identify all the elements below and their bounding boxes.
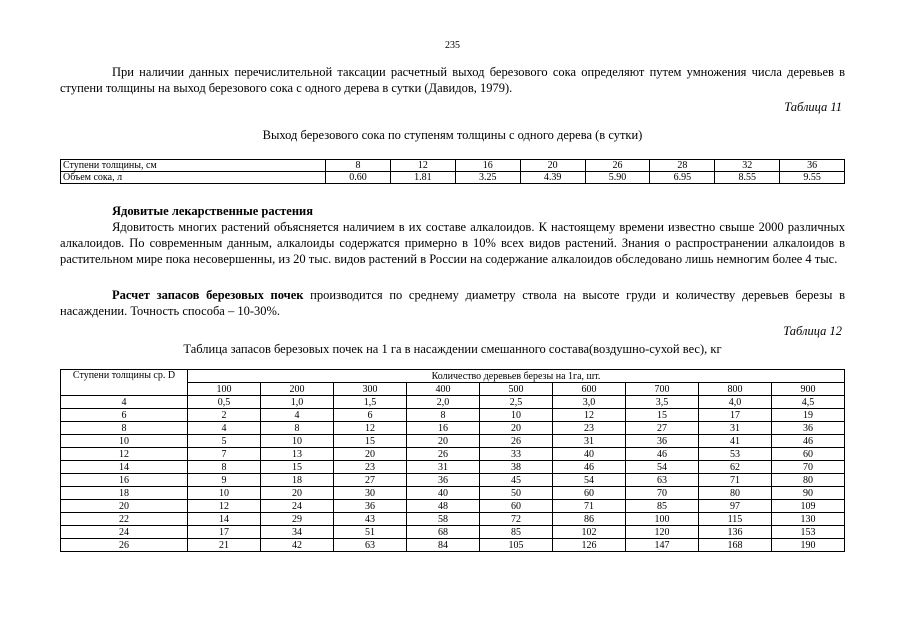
table12-cell: 17 [699,409,772,422]
table12-cell: 63 [626,474,699,487]
table12-row [61,487,845,500]
table12-cell: 26 [480,435,553,448]
section-heading-text: Ядовитые лекарственные растения [112,204,314,218]
table12-cell: 12 [334,422,407,435]
table11-cell: 36 [780,160,845,172]
table12-cell: 63 [334,539,407,552]
page-number: 235 [445,40,460,51]
table11-row-label: Объем сока, л [61,172,326,184]
table12-cell: 45 [480,474,553,487]
table11 [60,159,845,184]
table12-cell: 9 [188,474,261,487]
table12-cell: 72 [480,513,553,526]
table12-diameter: 26 [61,539,188,552]
table12-cell: 3,5 [626,396,699,409]
table12-count-header: 200 [261,383,334,396]
alkaloids-paragraph: Ядовитость многих растений объясняется наличием в их составе алкалоидов. К настоящему времени известно свыше 2000 различных алкалоидов. По современным данным, алкалоиды содержатся примерно в 10% всех видов растений. Знания о распространении алкалоидов в растительном мире пока несовершенны, из 20 тыс. видов растений в России на содержание алкалоидов обследовано лишь немногим более 4 тыс. [60,220,845,266]
table12-diameter: 4 [61,396,188,409]
table11-cell: 12 [390,160,455,172]
calc-paragraph [60,287,845,319]
table12-count-header: 300 [334,383,407,396]
table12-cell: 168 [699,539,772,552]
table11-cell: 26 [585,160,650,172]
table12-cell: 115 [699,513,772,526]
table11-row-label: Ступени толщины, см [61,160,326,172]
table12-row [61,500,845,513]
table12-cell: 85 [626,500,699,513]
table12-cell: 68 [407,526,480,539]
table11-caption: Таблица 11 [784,100,842,114]
table11-cell: 28 [650,160,715,172]
table12-cell: 36 [626,435,699,448]
table12-cell: 80 [772,474,845,487]
table12-cell: 60 [553,487,626,500]
table12-cell: 120 [626,526,699,539]
table12-diameter: 6 [61,409,188,422]
table12-diameter: 20 [61,500,188,513]
table12-cell: 50 [480,487,553,500]
table12-cell: 4 [188,422,261,435]
table12-cell: 4,0 [699,396,772,409]
table12-cell: 58 [407,513,480,526]
table12-cell: 0,5 [188,396,261,409]
table11-cell: 1.81 [390,172,455,184]
table12-row [61,409,845,422]
table12-cell: 84 [407,539,480,552]
table12-row [61,513,845,526]
table12-cell: 41 [699,435,772,448]
table12-cell: 46 [553,461,626,474]
table12-header-row [61,370,845,383]
table12-cell: 18 [261,474,334,487]
table11-cell: 16 [455,160,520,172]
table11-title: Выход березового сока по ступеням толщины с одного дерева (в сутки) [262,128,643,142]
table12-cell: 4 [261,409,334,422]
table12-diameter: 14 [61,461,188,474]
table12-cell: 20 [407,435,480,448]
table12-cell: 12 [188,500,261,513]
table12-cell: 20 [480,422,553,435]
calc-paragraph-rest: производится по среднему диаметру ствола на высоте груди и количеству деревьев березы в насаждении. Точность способа – 10-30%. [60,288,845,318]
table12-cell: 71 [553,500,626,513]
table12-cell: 43 [334,513,407,526]
table12-cell: 10 [261,435,334,448]
table12-cell: 62 [699,461,772,474]
table12-cell: 100 [626,513,699,526]
table12-caption: Таблица 12 [783,324,842,338]
table12-cell: 136 [699,526,772,539]
table11-cell: 3.25 [455,172,520,184]
table12-count-header: 100 [188,383,261,396]
table12-cell: 1,0 [261,396,334,409]
table12-row [61,461,845,474]
table12-cell: 40 [407,487,480,500]
table12-row [61,526,845,539]
table12-cell: 7 [188,448,261,461]
table12-row [61,539,845,552]
table11-cell: 4.39 [520,172,585,184]
table12-cell: 190 [772,539,845,552]
table12-cell: 97 [699,500,772,513]
table12-cell: 29 [261,513,334,526]
table12-cell: 23 [334,461,407,474]
table12-cell: 2,5 [480,396,553,409]
table12-cell: 20 [334,448,407,461]
table12-cell: 70 [626,487,699,500]
table12-cell: 13 [261,448,334,461]
table12-cell: 14 [188,513,261,526]
table12-cell: 3,0 [553,396,626,409]
table12-cell: 1,5 [334,396,407,409]
table12-cell: 53 [699,448,772,461]
table12-cell: 26 [407,448,480,461]
table12-cell: 36 [334,500,407,513]
table12-cell: 71 [699,474,772,487]
table12-count-header: 700 [626,383,699,396]
intro-paragraph: При наличии данных перечислительной таксации расчетный выход березового сока определяют путем умножения числа деревьев в ступени толщины на выход березового сока с одного дерева в сутки (Давидов, 1979). [60,65,845,95]
table12-cell: 20 [261,487,334,500]
table12-cell: 5 [188,435,261,448]
table12-diameter: 22 [61,513,188,526]
table12-count-header: 600 [553,383,626,396]
table12-cell: 80 [699,487,772,500]
table12-cell: 15 [626,409,699,422]
table12-row [61,474,845,487]
table12-row [61,396,845,409]
table12-count-header: 900 [772,383,845,396]
table12-cell: 90 [772,487,845,500]
table12-cell: 8 [407,409,480,422]
table12-cell: 36 [407,474,480,487]
table12-diameter: 16 [61,474,188,487]
table12-cell: 31 [553,435,626,448]
table12-cell: 33 [480,448,553,461]
table12-diameter: 8 [61,422,188,435]
table12-cell: 27 [334,474,407,487]
table12-row [61,448,845,461]
table11-row [61,172,845,184]
table12-cell: 31 [699,422,772,435]
table12-cell: 21 [188,539,261,552]
table12-cell: 130 [772,513,845,526]
table12-cell: 10 [480,409,553,422]
table12-cell: 8 [188,461,261,474]
table12-row [61,435,845,448]
table12-cell: 40 [553,448,626,461]
table12-count-header: 500 [480,383,553,396]
table11-cell: 9.55 [780,172,845,184]
table12-cell: 109 [772,500,845,513]
table12-cell: 15 [334,435,407,448]
table12-cell: 36 [772,422,845,435]
table11-cell: 8 [326,160,391,172]
table11-cell: 20 [520,160,585,172]
table11-cell: 6.95 [650,172,715,184]
table11-row [61,160,845,172]
table12-cell: 70 [772,461,845,474]
table12-diameter: 18 [61,487,188,500]
table12-cell: 126 [553,539,626,552]
table12-cell: 27 [626,422,699,435]
table12-cell: 46 [772,435,845,448]
table11-cell: 0.60 [326,172,391,184]
table12-cell: 60 [480,500,553,513]
table12-cell: 34 [261,526,334,539]
table12-diameter: 10 [61,435,188,448]
table12-row [61,422,845,435]
table12-cell: 15 [261,461,334,474]
calc-paragraph-bold: Расчет запасов березовых почек [112,288,304,302]
table12-cell: 153 [772,526,845,539]
table12-cell: 10 [188,487,261,500]
table12-cell: 60 [772,448,845,461]
table12-count-header: 400 [407,383,480,396]
table12-cell: 38 [480,461,553,474]
table12-cell: 23 [553,422,626,435]
section-heading [60,203,845,219]
table12-cell: 42 [261,539,334,552]
table12-cell: 12 [553,409,626,422]
table12-cell: 2 [188,409,261,422]
table12-col-header: Ступени толщины ср. D [61,370,188,396]
table11-cell: 32 [715,160,780,172]
table12-cell: 2,0 [407,396,480,409]
table12 [60,369,845,552]
table12-group-header: Количество деревьев березы на 1га, шт. [188,370,845,383]
table12-cell: 85 [480,526,553,539]
table12-diameter: 12 [61,448,188,461]
table12-cell: 6 [334,409,407,422]
table12-cell: 30 [334,487,407,500]
table12-cell: 54 [626,461,699,474]
table12-cell: 48 [407,500,480,513]
table12-cell: 105 [480,539,553,552]
table12-cell: 102 [553,526,626,539]
table12-cell: 86 [553,513,626,526]
table12-cell: 31 [407,461,480,474]
table12-cell: 16 [407,422,480,435]
table12-cell: 4,5 [772,396,845,409]
table12-cell: 54 [553,474,626,487]
table11-cell: 5.90 [585,172,650,184]
table12-diameter: 24 [61,526,188,539]
table11-cell: 8.55 [715,172,780,184]
table12-count-header: 800 [699,383,772,396]
table12-cell: 19 [772,409,845,422]
table12-cell: 8 [261,422,334,435]
table12-cell: 17 [188,526,261,539]
table12-cell: 24 [261,500,334,513]
table12-cell: 147 [626,539,699,552]
table12-cell: 51 [334,526,407,539]
table12-title: Таблица запасов березовых почек на 1 га в насаждении смешанного состава(воздушно-сухой вес), кг [183,342,722,356]
table12-cell: 46 [626,448,699,461]
